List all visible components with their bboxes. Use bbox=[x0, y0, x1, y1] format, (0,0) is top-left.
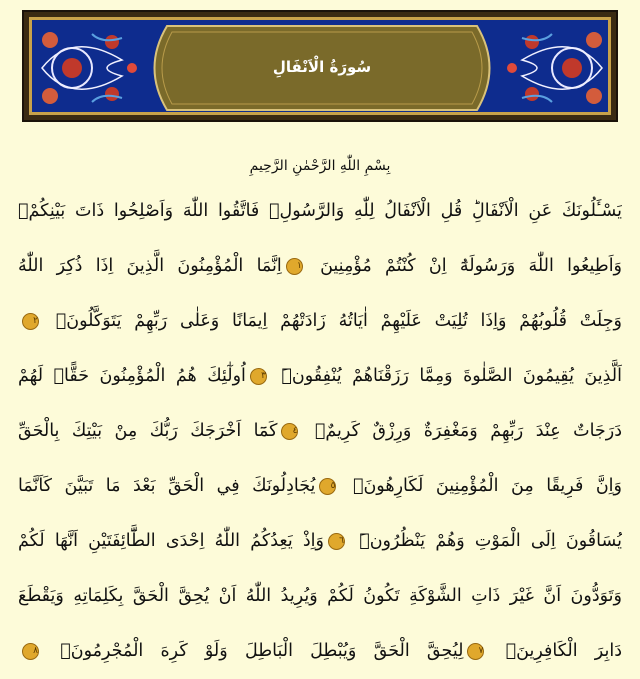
verse-line bbox=[18, 624, 622, 679]
verse-text: اَلَّذِينَ يُقِيمُونَ الصَّلٰوةَ وَمِمَّا رَزَقْنَاهُمْ يُنْفِقُونَۜ bbox=[270, 366, 622, 386]
verse-line bbox=[18, 239, 622, 294]
verse-end-marker-icon: ٣ bbox=[250, 368, 267, 385]
surah-header-panel bbox=[29, 17, 611, 115]
verse-text: وَتَوَدُّونَ اَنَّ غَيْرَ ذَاتِ الشَّوْكَةِ تَكُونُ لَكُمْ وَيُرِيدُ اللّٰهُ اَنْ يُحِقَّ الْحَقَّ بِكَلِمَاتِهِ وَيَقْطَعَ bbox=[18, 586, 622, 606]
verse-end-marker-icon: ٦ bbox=[328, 533, 345, 550]
verse-text: لِيُحِقَّ الْحَقَّ وَيُبْطِلَ الْبَاطِلَ وَلَوْ كَرِهَ الْمُجْرِمُونَۚ bbox=[43, 641, 464, 661]
verse-text: يُسَاقُونَ اِلَى الْمَوْتِ وَهُمْ يَنْظُرُونَۜ bbox=[349, 531, 622, 551]
verse-text: دَرَجَاتٌ عِنْدَ رَبِّهِمْ وَمَغْفِرَةٌ وَرِزْقٌ كَرِيمٌۚ bbox=[302, 421, 622, 441]
verse-text: وَاِذْ يَعِدُكُمُ اللّٰهُ اِحْدَى الطَّٓائِفَتَيْنِ اَنَّهَا لَكُمْ bbox=[18, 531, 324, 551]
surah-header-frame bbox=[22, 10, 618, 122]
verse-end-marker-icon: ١ bbox=[286, 258, 303, 275]
verse-line bbox=[18, 404, 622, 459]
basmala: بِسْمِ اللّٰهِ الرَّحْمٰنِ الرَّحِيمِ bbox=[249, 158, 391, 174]
verse-text: كَمَٓا اَخْرَجَكَ رَبُّكَ مِنْ بَيْتِكَ بِالْحَقِّ bbox=[18, 421, 278, 441]
verse-line bbox=[18, 569, 622, 624]
verse-end-marker-icon: ٥ bbox=[319, 478, 336, 495]
verse-end-marker-icon: ٤ bbox=[281, 423, 298, 440]
verse-line bbox=[18, 459, 622, 514]
verse-end-marker-icon: ٧ bbox=[467, 643, 484, 660]
verse-end-marker-icon: ٨ bbox=[22, 643, 39, 660]
verse-text: اِنَّمَا الْمُؤْمِنُونَ الَّذِينَ اِذَا ذُكِرَ اللّٰهُ bbox=[18, 256, 282, 276]
verse-text: يُجَادِلُونَكَ فِي الْحَقِّ بَعْدَ مَا تَبَيَّنَ كَاَنَّمَا bbox=[18, 476, 316, 496]
verse-text-block bbox=[18, 184, 622, 679]
verse-text: وَاَطِيعُوا اللّٰهَ وَرَسُولَهُٓ اِنْ كُنْتُمْ مُؤْمِنِينَ bbox=[306, 256, 622, 276]
surah-title-cartouche bbox=[150, 26, 494, 108]
verse-line bbox=[18, 294, 622, 349]
verse-text: وَجِلَتْ قُلُوبُهُمْ وَاِذَا تُلِيَتْ عَلَيْهِمْ اٰيَاتُهُ زَادَتْهُمْ اِيمَانًا وَعَلٰى رَبِّهِمْ يَتَوَكَّلُونَۚ bbox=[43, 311, 622, 331]
verse-text: وَاِنَّ فَرِيقًا مِنَ الْمُؤْمِنِينَ لَكَارِهُونَۙ bbox=[340, 476, 622, 496]
verse-line bbox=[18, 349, 622, 404]
verse-text: اُولٰٓئِكَ هُمُ الْمُؤْمِنُونَ حَقًّاۜ لَهُمْ bbox=[18, 366, 246, 386]
verse-line bbox=[18, 184, 622, 239]
verse-end-marker-icon: ٢ bbox=[22, 313, 39, 330]
surah-title: سُورَةُ الْاَنْفَالِ bbox=[272, 58, 372, 76]
verse-text: يَسْـَٔلُونَكَ عَنِ الْاَنْفَالِؕ قُلِ الْاَنْفَالُ لِلّٰهِ وَالرَّسُولِۚ فَاتَّقُوا اللّٰهَ وَاَصْلِحُوا ذَاتَ بَيْنِكُمْۖ bbox=[18, 201, 622, 221]
verse-text: دَابِرَ الْكَافِرِينَۙ bbox=[488, 641, 622, 661]
verse-line bbox=[18, 514, 622, 569]
